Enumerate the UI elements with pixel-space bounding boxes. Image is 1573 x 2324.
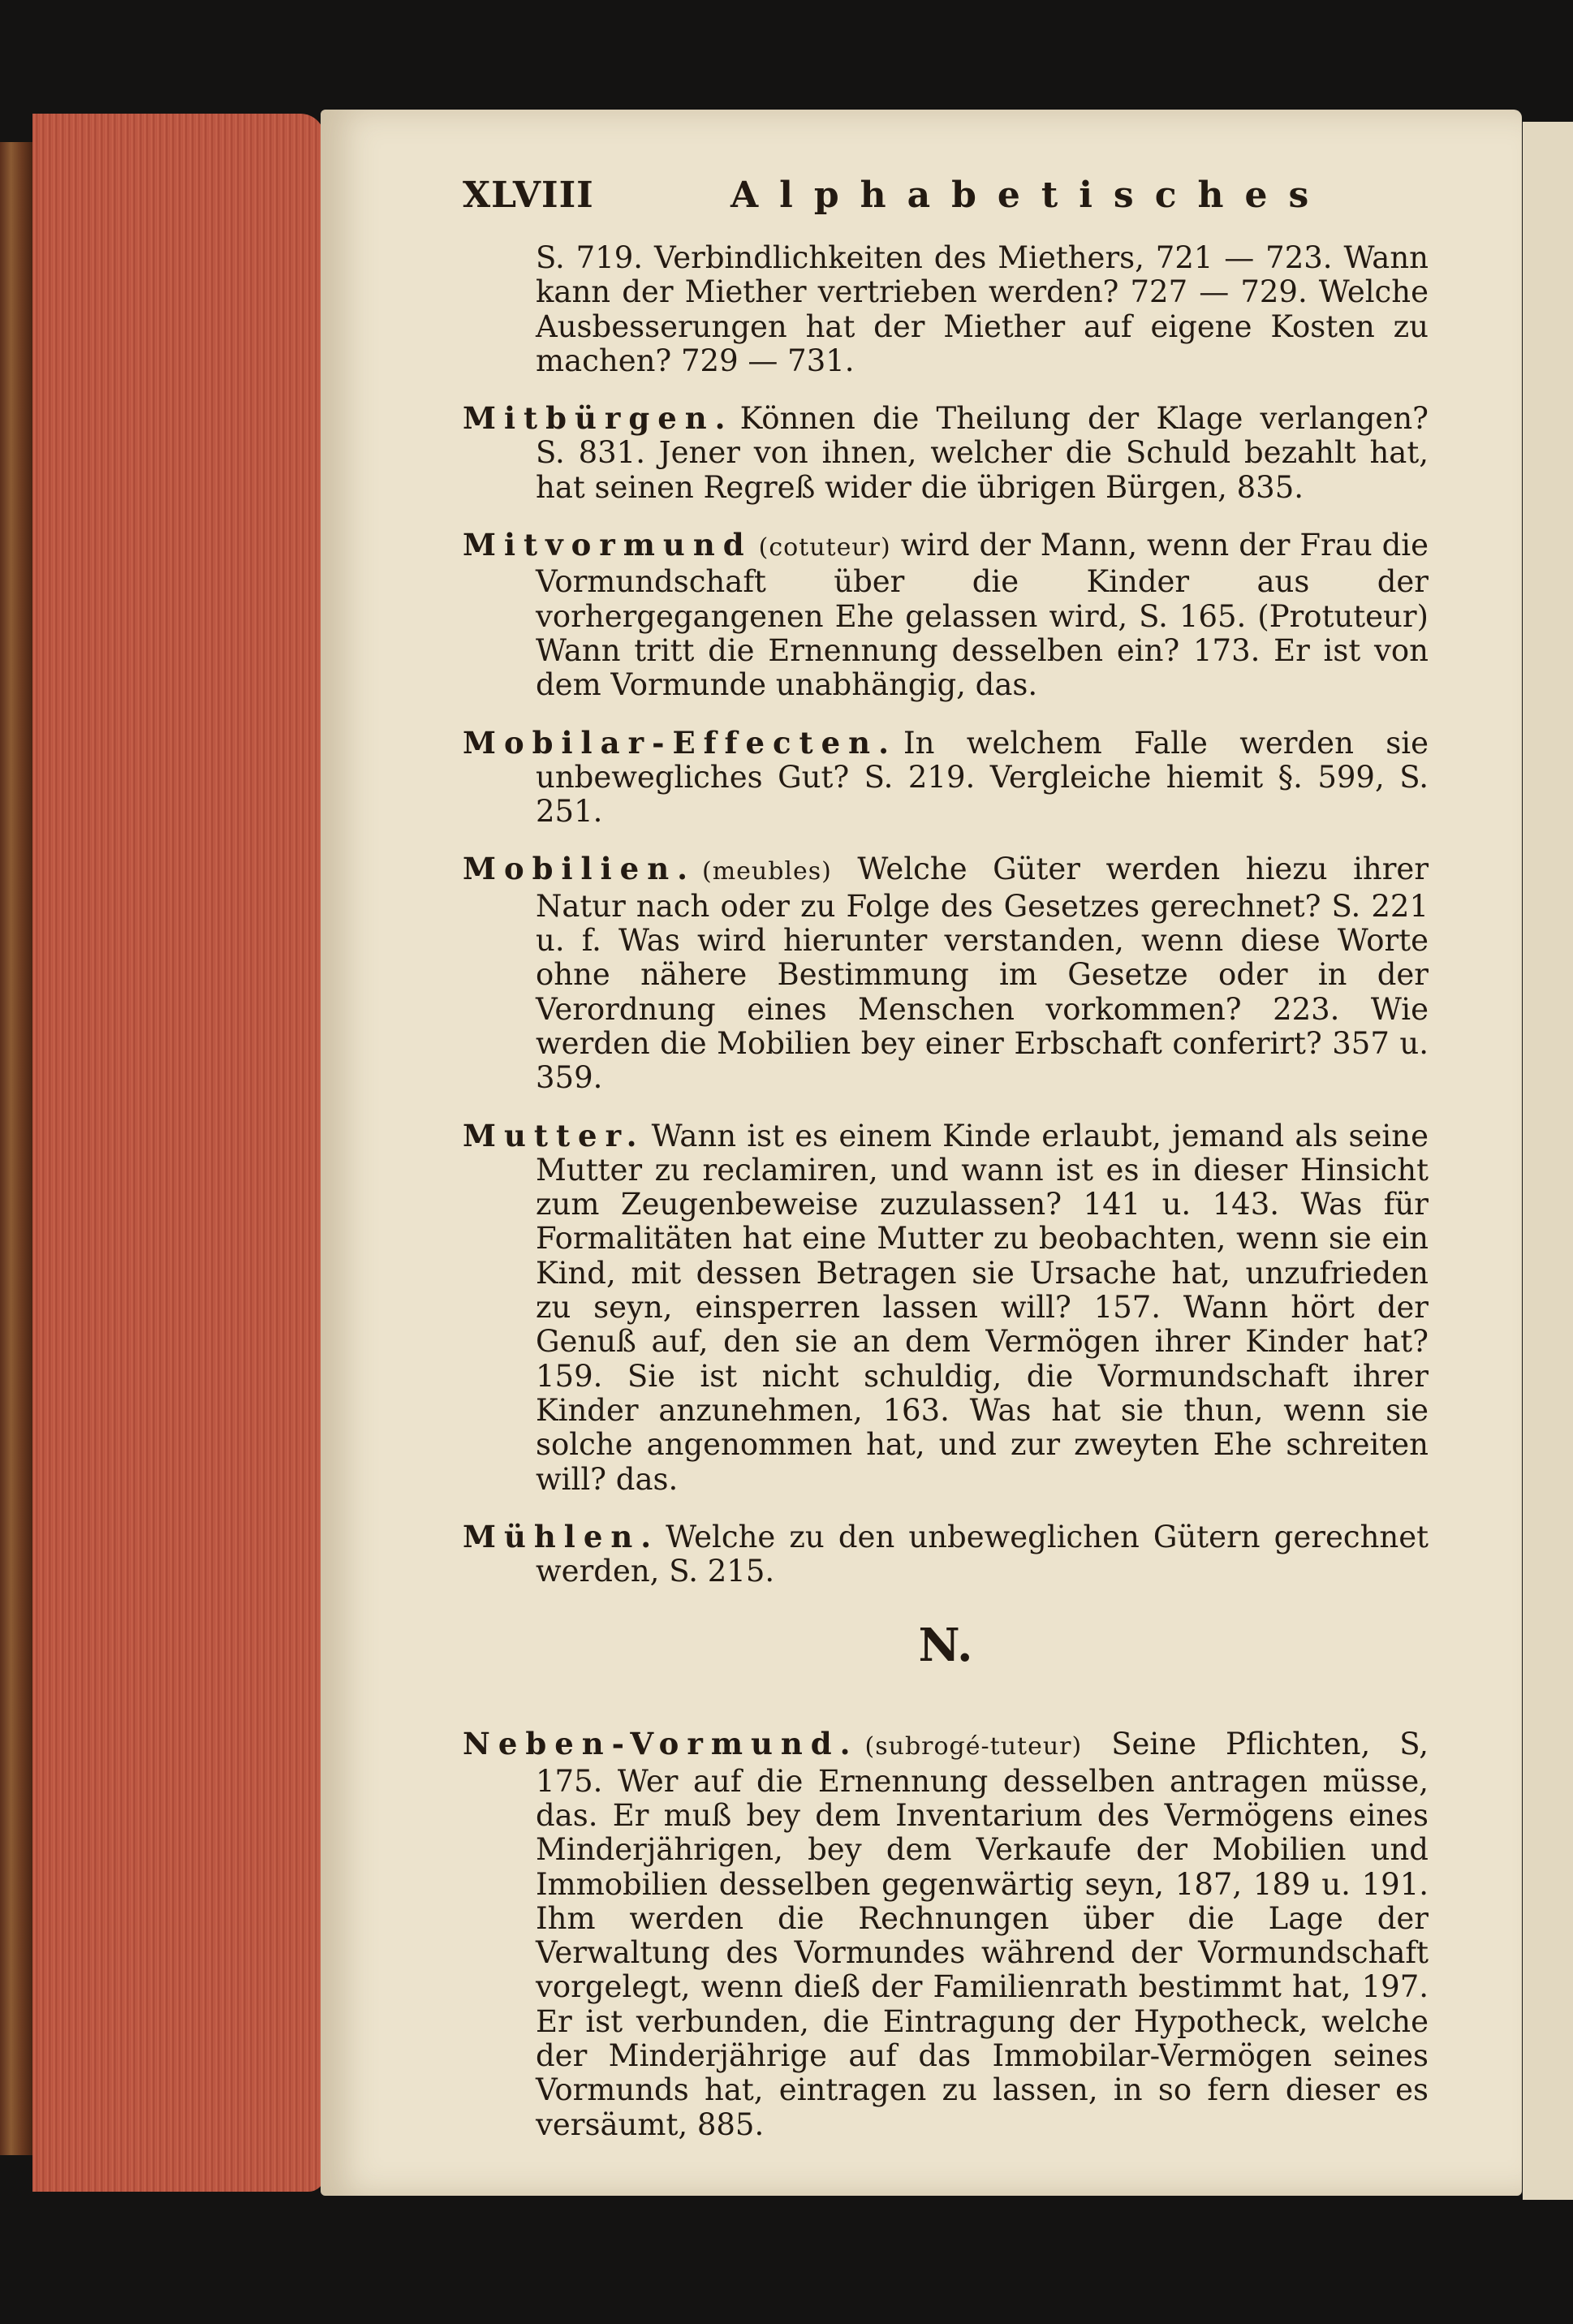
page-edges [32, 114, 325, 2192]
entry-keyword: Neben-Vormund. [463, 1726, 859, 1762]
running-title: Alphabetisches [730, 175, 1330, 216]
continuation-text: S. 719. Verbindlichkeiten des Miethers, 721 — 723. Wann kann der Miether vertrieben werden? 727 — 729. Welche Ausbesserungen hat der Miether auf eigene Kosten zu machen? 729 — 731. [536, 240, 1429, 378]
page-header [463, 175, 1429, 226]
entry-text: Welche Güter werden hiezu ihrer Natur nach oder zu Folge des Gesetzes gerechnet? S. 221 u. f. Was wird hierunter verstanden, wenn diese Worte ohne nähere Bestimmung im Gesetze oder in der Verordnung eines Menschen vorkommen? 223. Wie werden die Mobilien bey einer Erbschaft conferirt? 357 u. 359. [536, 852, 1429, 1096]
entry-latin-term: (subrogé-tuteur) [864, 1732, 1083, 1761]
index-entry-mobilien [463, 852, 1429, 1095]
page-number: XLVIII [463, 175, 594, 216]
entry-text: Welche zu den unbeweglichen Gütern gerechnet werden, S. 215. [536, 1519, 1429, 1589]
entry-text: wird der Mann, wenn der Frau die Vormundschaft über die Kinder aus der vorhergegangenen Ehe gelassen wird, S. 165. (Protuteur) Wann tritt die Ernennung desselben ein? 173. Er ist von dem Vormunde unabhängig, das. [536, 528, 1429, 703]
index-entry-mitbuergen [463, 401, 1429, 505]
entry-keyword: Mitbürgen. [463, 400, 734, 437]
index-entry-mobilar-effecten [463, 726, 1429, 830]
entry-text: Seine Pflichten, S, 175. Wer auf die Ernennung desselben antragen müsse, das. Er muß bey dem Inventarium des Vermögens eines Minderjährigen, bey dem Verkaufe der Mobilien und Immobilien desselben gegenwärtig seyn, 187, 189 u. 191. Ihm werden die Rechnungen über die Lage der Verwaltung des Vormundes während der Vormundschaft vorgelegt, wenn dieß der Familienrath bestimmt hat, 197. Er ist verbunden, die Eintragung der Hypotheck, welche der Minderjährige auf das Immobilar-Vermögen seines Vormunds hat, eintragen zu lassen, in so fern dieser es versäumt, 885. [536, 1727, 1429, 2142]
entry-latin-term: (meubles) [702, 857, 832, 886]
entry-text: Können die Theilung der Klage verlangen? S. 831. Jener von ihnen, welcher die Schuld bezahlt hat, hat seinen Regreß wider die übrigen Bürgen, 835. [536, 401, 1429, 505]
facing-page-edge [1523, 122, 1573, 2200]
entry-keyword: Mitvormund [463, 527, 752, 563]
index-entry-mitvormund [463, 528, 1429, 702]
entry-text: In welchem Falle werden sie unbewegliches Gut? S. 219. Vergleiche hiemit §. 599, S. 251. [536, 725, 1429, 830]
index-entry-muehlen [463, 1520, 1429, 1589]
entry-text: Wann ist es einem Kinde erlaubt, jemand als seine Mutter zu reclamiren, und wann ist es in dieser Hinsicht zum Zeugenbeweise zuzulassen? 141 u. 143. Was für Formalitäten hat eine Mutter zu beobachten, wenn sie ein Kind, mit dessen Betragen sie Ursache hat, unzufrieden zu seyn, einsperren lassen will? 157. Wann hört der Genuß auf, den sie an dem Vermögen ihrer Kinder hat? 159. Sie ist nicht schuldig, die Vormundschaft ihrer Kinder anzunehmen, 163. Was hat sie thun, wenn sie solche angenommen hat, und zur zweyten Ehe schreiten will? das. [536, 1118, 1429, 1497]
page-content [463, 175, 1429, 2165]
entry-keyword: Mobilien. [463, 851, 696, 887]
section-letter-heading: N. [918, 1619, 973, 1673]
entry-keyword: Mobilar-Effecten. [463, 724, 897, 761]
book-binding [0, 142, 37, 2155]
index-entry-neben-vormund [463, 1727, 1429, 2142]
book-page [321, 110, 1522, 2196]
entry-latin-term: (cotuteur) [758, 533, 891, 563]
entry-keyword: Mühlen. [463, 1518, 660, 1554]
index-entry-mutter [463, 1119, 1429, 1497]
entry-keyword: Mutter. [463, 1117, 645, 1153]
